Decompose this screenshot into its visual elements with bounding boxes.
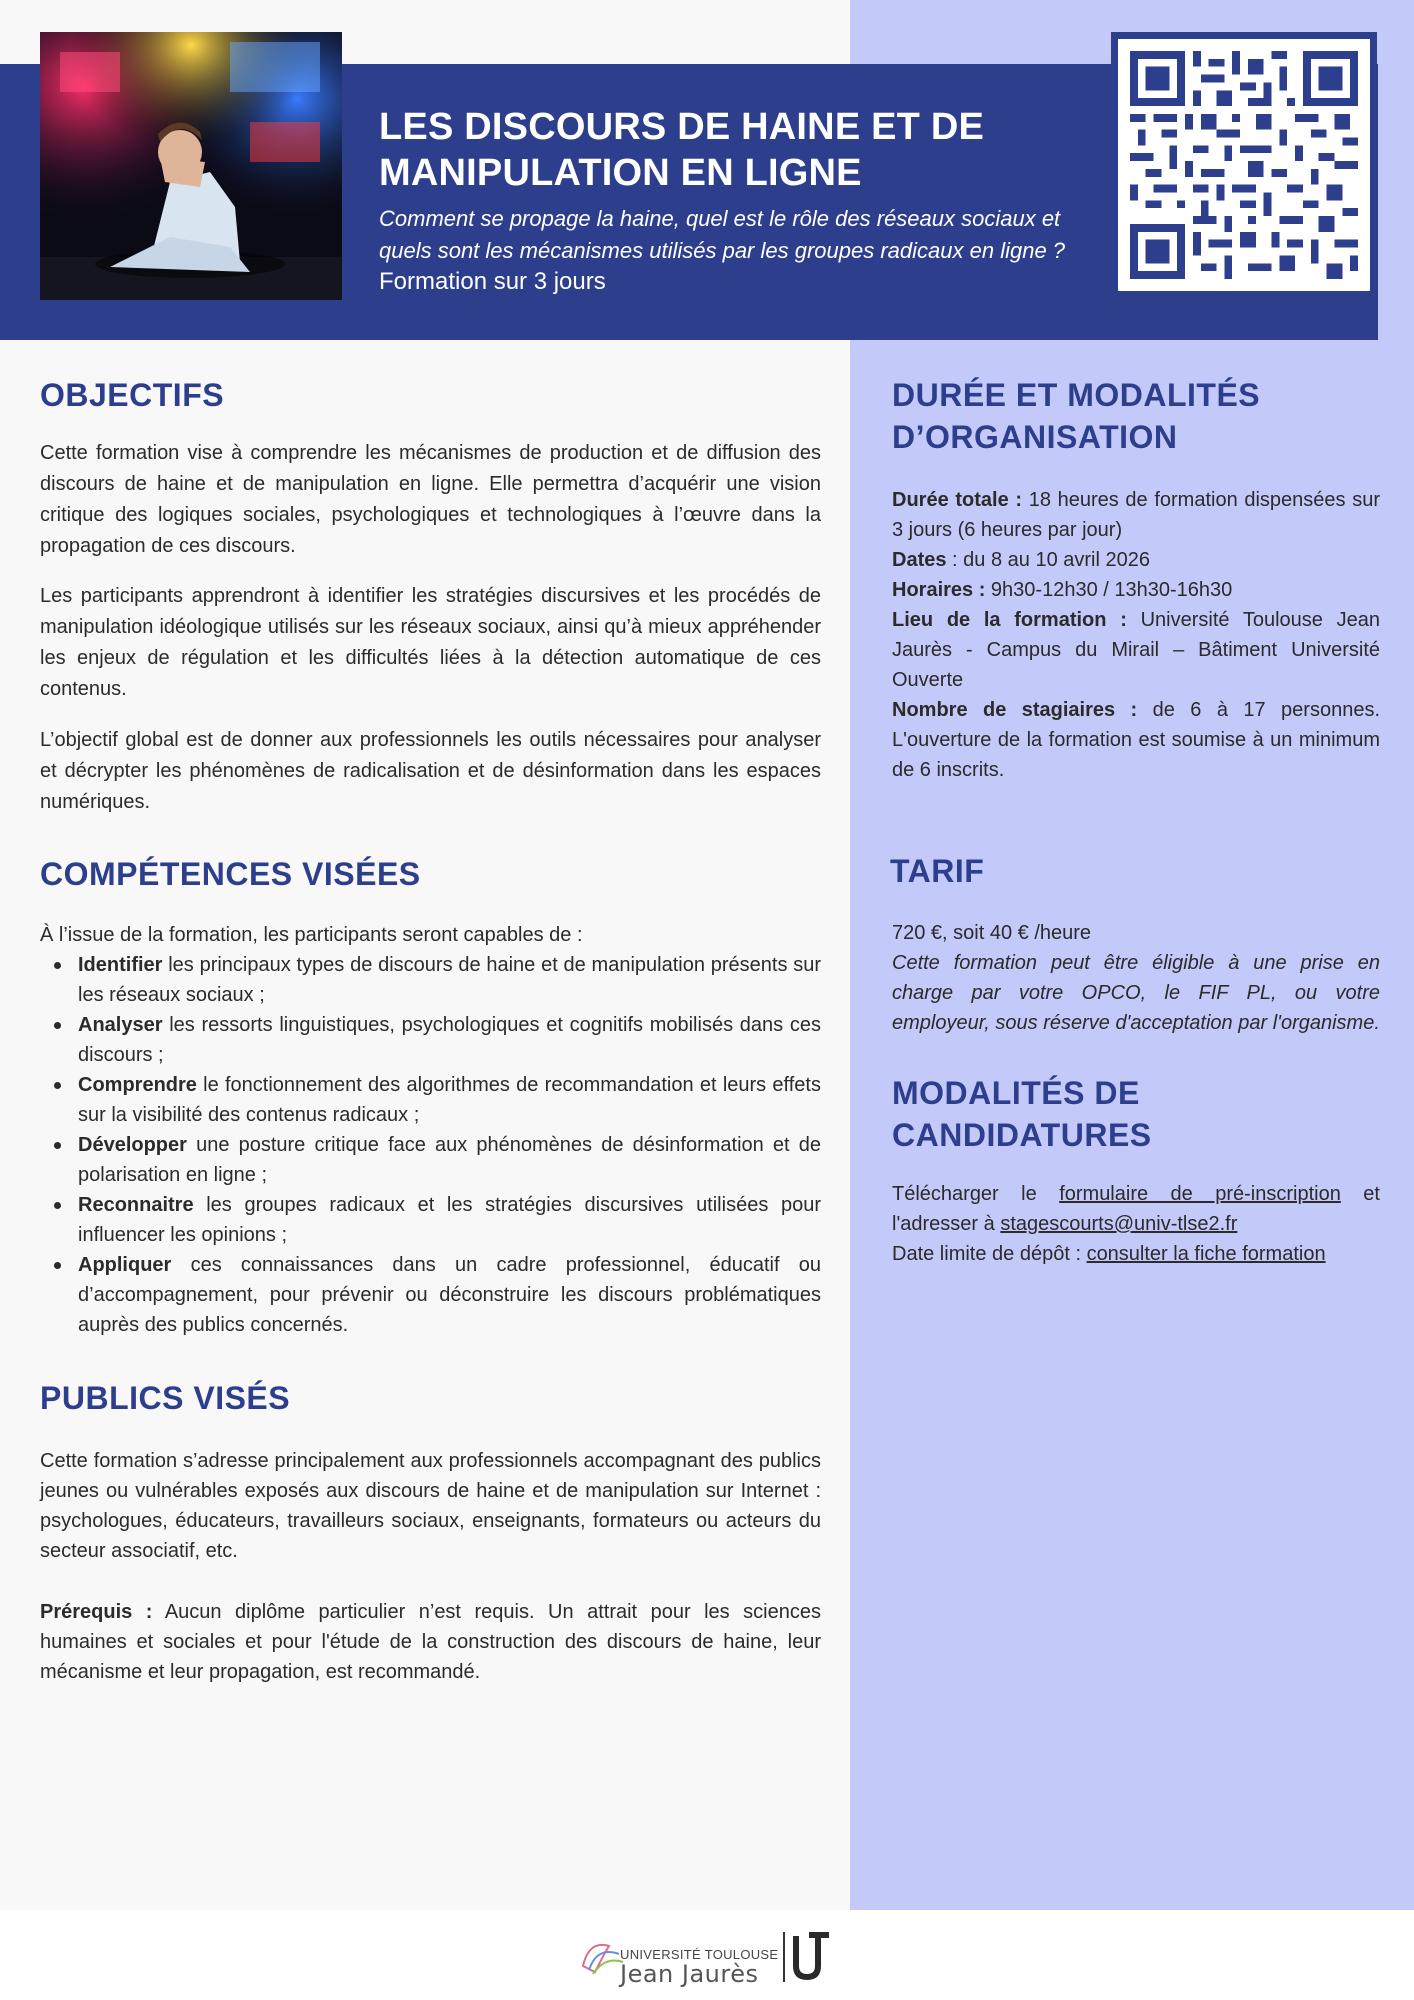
fiche-link[interactable]: consulter la fiche formation [1086, 1243, 1326, 1265]
duree-title-line-2: D’ORGANISATION [892, 419, 1178, 455]
email-link[interactable]: stagescourts@univ-tlse2.fr [1000, 1213, 1238, 1235]
qr-code-icon[interactable] [1111, 32, 1377, 298]
candidatures-title-line-2: CANDIDATURES [892, 1117, 1152, 1153]
lieu: Lieu de la formation : Université Toulouse Jean Jaurès - Campus du Mirail – Bâtiment Université Ouverte [892, 609, 1380, 691]
deadline-line: Date limite de dépôt : consulter la fiche formation [892, 1243, 1326, 1265]
tarif-price: 720 €, soit 40 € /heure [892, 922, 1092, 944]
section-title-duree [892, 374, 1260, 458]
hero-photo [40, 32, 342, 300]
horaires: Horaires : 9h30-12h30 / 13h30-16h30 [892, 579, 1233, 601]
list-item: Identifier les principaux types de discours de haine et de manipulation présents sur les réseaux sociaux ; [40, 950, 821, 1010]
candidatures-details: Télécharger le formulaire de pré-inscription et l'adresser à stagescourts@univ-tlse2.fr Date limite de dépôt : consulter la fiche formation [892, 1179, 1380, 1269]
duree-totale: Durée totale : 18 heures de formation dispensées sur 3 jours (6 heures par jour) [892, 489, 1380, 541]
page-subtitle [379, 203, 1079, 267]
tarif-note: Cette formation peut être éligible à une prise en charge par votre OPCO, le FIF PL, ou votre employeur, sous réserve d'acceptation par l'organisme. [892, 952, 1380, 1034]
skills-list [40, 950, 821, 1340]
dates: Dates : du 8 au 10 avril 2026 [892, 549, 1150, 571]
list-item: Analyser les ressorts linguistiques, psychologiques et cognitifs mobilisés dans ces discours ; [40, 1010, 821, 1070]
objectifs-paragraph-1: Cette formation vise à comprendre les mécanismes de production et de diffusion des discours de haine et de manipulation en ligne. Elle permettra d’acquérir une vision critique des logiques sociales, psychologiques et technologiques à l’œuvre dans la propagation de ces discours. [40, 442, 821, 557]
qr-code-pattern [1130, 51, 1358, 279]
duree-title-line-1: DURÉE ET MODALITÉS [892, 377, 1261, 413]
section-title-objectifs: OBJECTIFS [40, 377, 225, 413]
person-in-distress-illustration [40, 32, 342, 300]
list-item: Appliquer ces connaissances dans un cadre professionnel, éducatif ou d’accompagnement, pour prévenir ou déconstruire les discours problématiques auprès des publics concernés. [40, 1250, 821, 1340]
subtitle-line-1: Comment se propage la haine, quel est le rôle des réseaux sociaux et [379, 206, 1061, 231]
duree-details [892, 485, 1380, 785]
publics-paragraph: Cette formation s’adresse principalement aux professionnels accompagnant des publics jeunes ou vulnérables exposés aux discours de haine et de manipulation sur Internet : psychologues, éducateurs, travailleurs sociaux, enseignants, formateurs ou acteurs du secteur associatif, etc. [40, 1450, 821, 1562]
nombre-stagiaires: Nombre de stagiaires : de 6 à 17 personnes. L'ouverture de la formation est soumise à un minimum de 6 inscrits. [892, 699, 1381, 781]
section-title-tarif: TARIF [890, 853, 985, 889]
candidatures-title-line-1: MODALITÉS DE [892, 1075, 1140, 1111]
objectifs-paragraph-3: L’objectif global est de donner aux professionnels les outils nécessaires pour analyser et décrypter les phénomènes de radicalisation et de désinformation dans les espaces numériques. [40, 729, 821, 813]
list-item: Développer une posture critique face aux phénomènes de désinformation et de polarisation en ligne ; [40, 1130, 821, 1190]
form-link[interactable]: formulaire de pré-inscription [1059, 1183, 1341, 1205]
title-line-2: MANIPULATION EN LIGNE [379, 152, 862, 194]
section-title-candidatures [892, 1072, 1152, 1156]
logo-text-bottom: Jean Jaurès [620, 1960, 759, 1988]
objectifs-paragraph-2: Les participants apprendront à identifier les stratégies discursives et les procédés de manipulation idéologique utilisés sur les réseaux sociaux, ainsi qu’à mieux appréhender les enjeux de régulation et les difficultés liées à la détection automatique de ces contenus. [40, 585, 821, 700]
subtitle-line-2: quels sont les mécanismes utilisés par les groupes radicaux en ligne ? [379, 238, 1066, 263]
competences-intro: À l’issue de la formation, les participants seront capables de : [40, 924, 583, 946]
list-item: Comprendre le fonctionnement des algorithmes de recommandation et leurs effets sur la visibilité des contenus radicaux ; [40, 1070, 821, 1130]
prerequis-paragraph: Prérequis : Aucun diplôme particulier n’est requis. Un attrait pour les sciences humaines et sociales et pour l'étude de la construction des discours de haine, leur mécanisme et leur propagation, est recommandé. [40, 1601, 821, 1683]
training-duration: Formation sur 3 jours [379, 268, 606, 295]
logo-text-top: UNIVERSITÉ TOULOUSE [620, 1947, 779, 1962]
page-title [379, 104, 1079, 196]
section-title-publics: PUBLICS VISÉS [40, 1380, 291, 1416]
list-item: Reconnaitre les groupes radicaux et les stratégies discursives utilisées pour influencer les opinions ; [40, 1190, 821, 1250]
tarif-details [892, 918, 1380, 1038]
title-line-1: LES DISCOURS DE HAINE ET DE [379, 106, 985, 148]
section-title-competences: COMPÉTENCES VISÉES [40, 856, 421, 892]
